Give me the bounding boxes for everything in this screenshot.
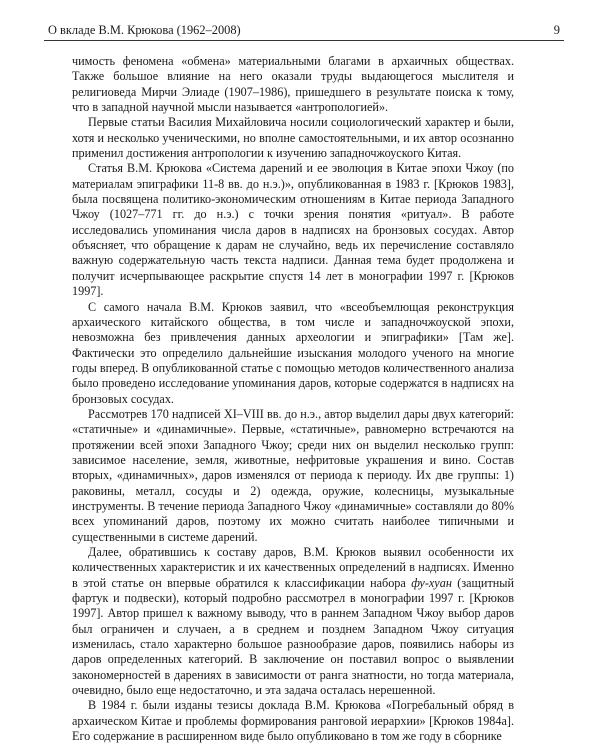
- paragraph: Рассмотрев 170 надписей XI–VIII вв. до н.э., автор выделил дары двух категорий: «статичные» и «динамичные». Первые, «статичные», равномерно встречаются на протяжении всей эпохи Западного Чжоу; среди них он выделил несколько групп: зависимое население, земля, животные, нефритовые украшения и вино. Состав вторых, «динамичных», даров изменялся от периода к периоду. Их две группы: 1) раковины, металл, сосуды и 2) одежда, оружие, колесницы, музыкальные инструменты. В течение периода Западного Чжоу «динамичные» составляли до 80% всех упоминаний даров, поэтому их можно считать наиболее типичными и существенными в системе дарений.: [72, 406, 514, 544]
- paragraph: В 1984 г. были изданы тезисы доклада В.М. Крюкова «Погребальный обряд в архаическом Китае и проблемы формирования ранговой иерархии» [Крюков 1984а]. Его содержание в расширенном виде было опубликовано в том же году в сборнике: [72, 698, 514, 744]
- paragraph-text: Далее, обратившись к составу даров, В.М. Крюков выявил особенности их количественных характеристик и их качественных определений в надписях. Именно в этой статье он впервые обратился к классификации набора: [72, 545, 514, 590]
- running-title: О вкладе В.М. Крюкова (1962–2008): [48, 23, 241, 37]
- italic-term: фу-хуан: [411, 575, 452, 590]
- body-text: [72, 54, 514, 744]
- paragraph: Первые статьи Василия Михайловича носили социологический характер и были, хотя и несколько ученическими, но вполне самостоятельными, и их автор осознанно применил достижения антропологии к изучению западночжоуского Китая.: [72, 115, 514, 161]
- running-head: [48, 22, 560, 42]
- header-rule: [44, 40, 564, 41]
- paragraph-text: (защитный фартук и подвески), который подробно рассмотрел в монографии 1997 г. [Крюков 1997]. Автор пришел к важному выводу, что в раннем Западном Чжоу выбор даров был ограничен и случаен, а в среднем и позднем Западном Чжоу ситуация изменилась, стало характерно большое разнообразие даров, появились наборы из даров определенных категорий. В заключение он поставил вопрос о выявлении закономерностей в дарениях в зависимости от ранга знатности, но тогда материала, очевидно, было еще недостаточно, и эта задача осталась нерешенной.: [72, 575, 515, 698]
- paragraph: Статья В.М. Крюкова «Система дарений и ее эволюция в Китае эпохи Чжоу (по материалам эпиграфики 11-8 вв. до н.э.)», опубликованная в 1983 г. [Крюков 1983], была посвящена политико-экономическим отношениям в Китае периода Западного Чжоу (1027–771 гг. до н.э.) с точки зрения понятия «ритуал». В работе исследовались упоминания числа даров в надписях на бронзовых сосудах. Автор объясняет, что обращение к дарам не случайно, ведь их перечисление составляло важную содержательную часть текста надписи. Данная тема будет продолжена и получит исчерпывающее раскрытие спустя 14 лет в монографии 1997 г. [Крюков 1997].: [72, 161, 514, 299]
- page-number: 9: [553, 23, 560, 37]
- paragraph: чимость феномена «обмена» материальными благами в архаичных обществах. Также большое влияние на него оказали труды выдающегося мыслителя и религиоведа Мирчи Элиаде (1907–1986), пришедшего в результате поиска к тому, что в западной научной мысли называется «антропологией».: [72, 54, 514, 115]
- paragraph: [72, 545, 514, 698]
- paragraph: С самого начала В.М. Крюков заявил, что «всеобъемлющая реконструкция архаического китайского общества, в том числе и западночжоуской эпохи, невозможна без привлечения данных археологии и эпиграфики» [Там же]. Фактически это определило дальнейшие изыскания молодого ученого на многие годы вперед. В опубликованной статье с помощью методов количественного анализа было проведено исследование упоминания даров, которые содержатся в надписях на бронзовых сосудах.: [72, 299, 514, 406]
